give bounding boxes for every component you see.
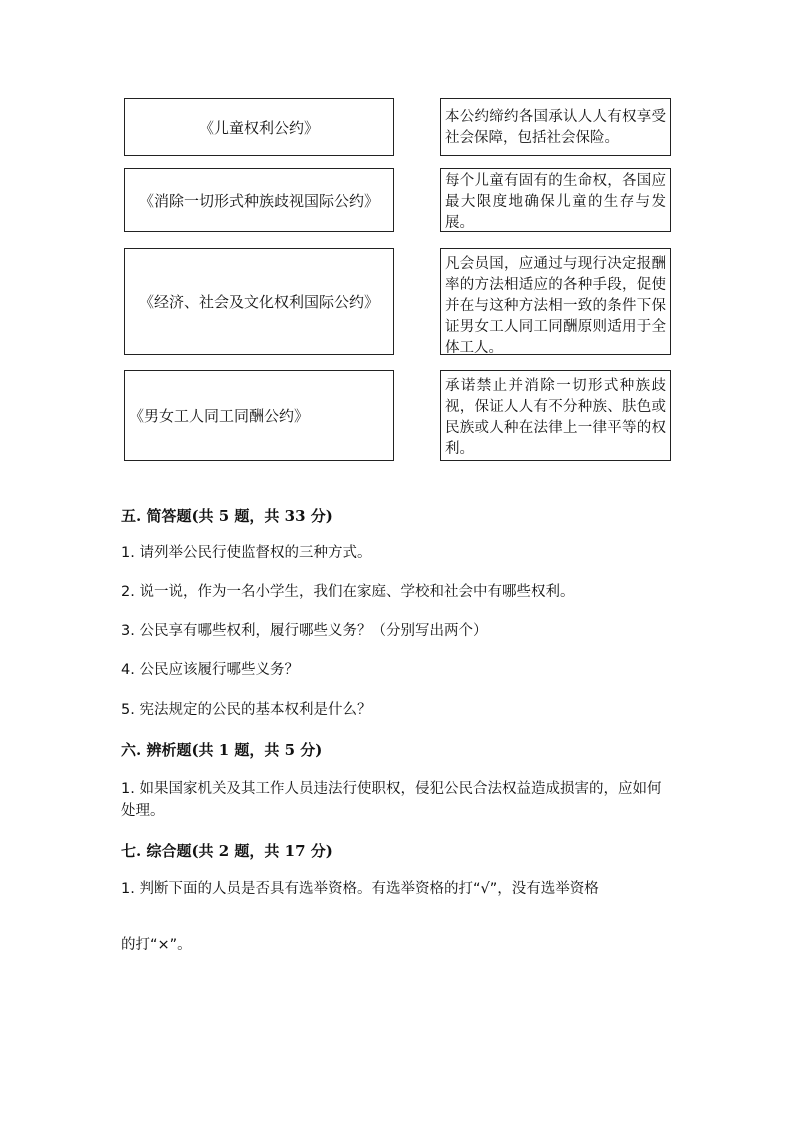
match-left-4	[124, 370, 394, 461]
match-left-2	[124, 168, 394, 232]
section6-q1: 1. 如果国家机关及其工作人员违法行使职权，侵犯公民合法权益造成损害的，应如何处理。	[121, 781, 662, 819]
match-left-1	[124, 98, 394, 156]
section6-heading: 六. 辨析题(共 1 题，共 5 分)	[121, 741, 323, 759]
match-right-1-text: 本公约缔约各国承认人人有权享受社会保障，包括社会保险。	[445, 109, 666, 146]
section5-q2: 2. 说一说，作为一名小学生，我们在家庭、学校和社会中有哪些权利。	[121, 584, 575, 600]
section7-heading: 七. 综合题(共 2 题，共 17 分)	[121, 842, 333, 860]
section5-q4: 4. 公民应该履行哪些义务？	[121, 662, 299, 678]
match-left-4-text: 《男女工人同工同酬公约》	[129, 407, 310, 425]
match-right-1	[440, 98, 671, 156]
section5-q5: 5. 宪法规定的公民的基本权利是什么？	[121, 702, 372, 718]
section7-q1-line1: 1. 判断下面的人员是否具有选举资格。有选举资格的打“√”，没有选举资格	[121, 881, 599, 897]
section5-heading: 五. 简答题(共 5 题，共 33 分)	[121, 507, 333, 525]
match-right-4	[440, 370, 671, 461]
section5-q1: 1. 请列举公民行使监督权的三种方式。	[121, 545, 372, 561]
match-right-3	[440, 248, 671, 355]
match-left-1-text: 《儿童权利公约》	[198, 118, 319, 137]
match-right-4-text: 承诺禁止并消除一切形式种族歧视，保证人人有不分种族、肤色或民族或人种在法律上一律平等的权利。	[445, 378, 666, 457]
section5-q3: 3. 公民享有哪些权利，履行哪些义务？（分别写出两个）	[121, 623, 488, 639]
match-left-3	[124, 248, 394, 355]
match-right-3-text: 凡会员国，应通过与现行决定报酬率的方法相适应的各种手段，促使并在与这种方法相一致的条件下保证男女工人同工同酬原则适用于全体工人。	[445, 256, 666, 356]
match-left-3-text: 《经济、社会及文化权利国际公约》	[138, 293, 379, 311]
match-left-2-text: 《消除一切形式种族歧视国际公约》	[138, 191, 379, 210]
match-right-2	[440, 168, 671, 232]
section7-q1-line2: 的打“×”。	[121, 937, 192, 953]
match-right-2-text: 每个儿童有固有的生命权，各国应最大限度地确保儿童的生存与发展。	[445, 173, 666, 231]
